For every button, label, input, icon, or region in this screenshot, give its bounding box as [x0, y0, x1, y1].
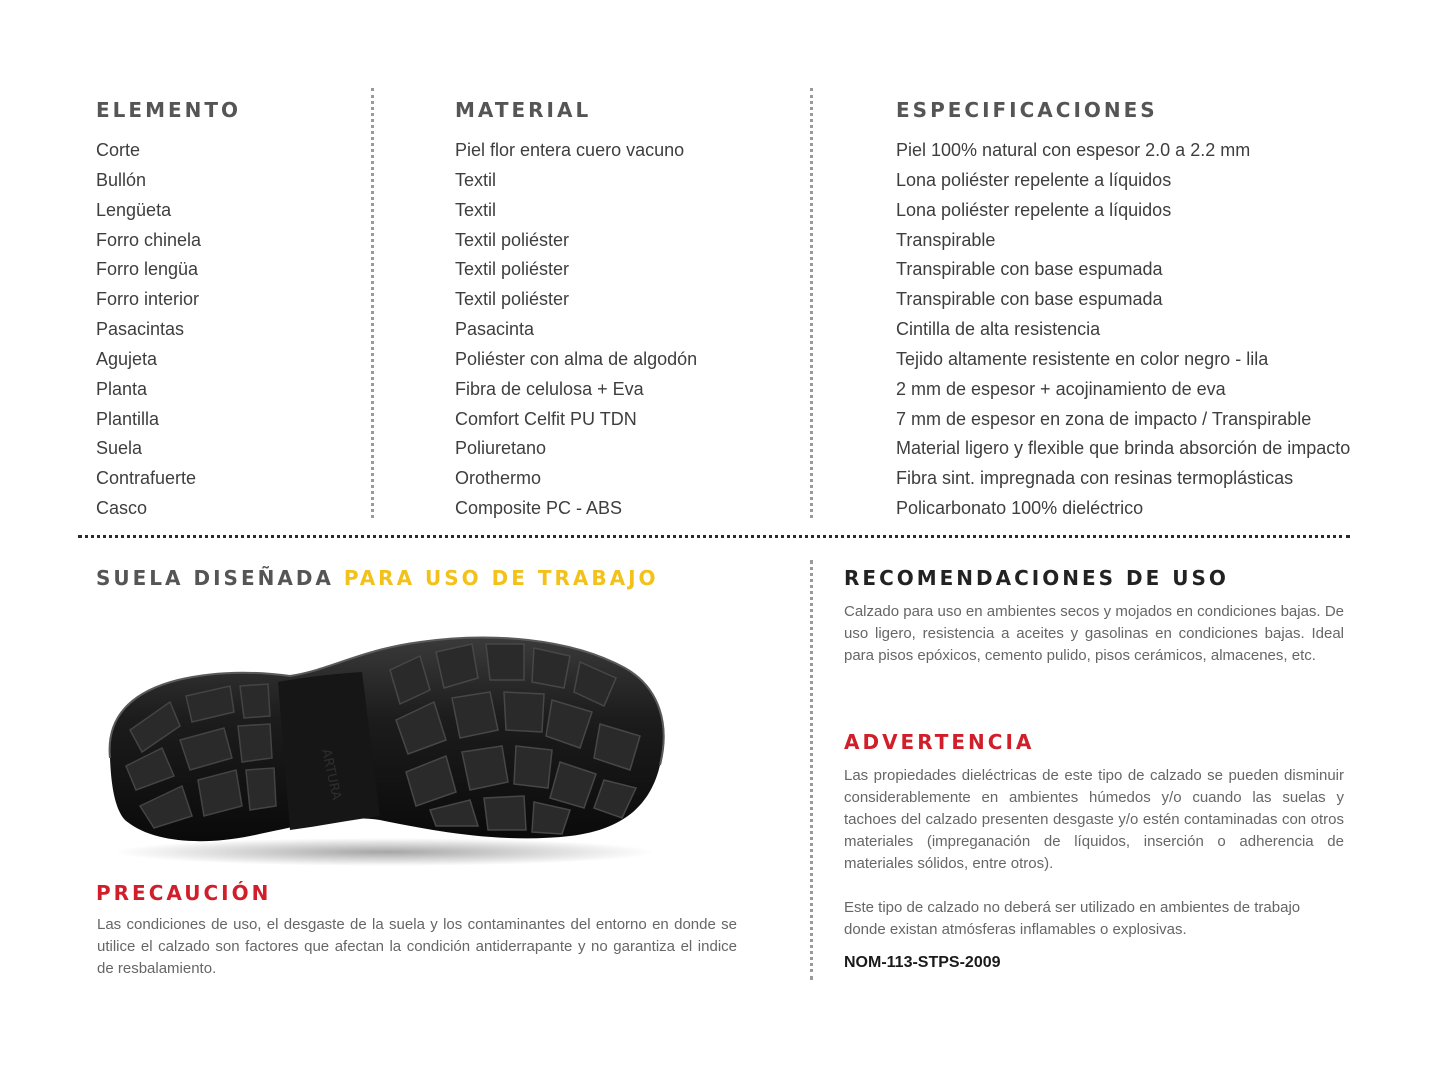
material-item: Poliuretano — [455, 438, 547, 459]
sole-title-part1: SUELA DISEÑADA — [96, 566, 344, 590]
column-divider-1 — [371, 88, 374, 518]
material-item: Piel flor entera cuero vacuno — [455, 140, 685, 160]
precaution-text: Las condiciones de uso, el desgaste de la suela y los contaminantes del entorno en donde se utilice el calzado son factores que afectan la condición antiderrapante y no garantiza el indice de resbalamiento. — [97, 916, 737, 977]
sole-image — [100, 630, 670, 870]
warning-text-2: Este tipo de calzado no deberá ser utilizado en ambientes de trabajo donde existan atmósferas inflamables o explosivas. — [844, 899, 1301, 938]
materials-column — [455, 136, 697, 524]
material-item: Orothermo — [455, 468, 542, 489]
header-elemento: ELEMENTO — [96, 98, 242, 122]
elements-column — [96, 136, 201, 524]
element-item: Suela — [96, 438, 143, 459]
element-item: Plantilla — [96, 408, 160, 429]
recommendations-title: RECOMENDACIONES DE USO — [844, 566, 1229, 590]
spec-item: Lona poliéster repelente a líquidos — [896, 169, 1172, 190]
sole-shadow — [115, 838, 655, 866]
element-item: Forro interior — [96, 289, 200, 310]
warning-title: ADVERTENCIA — [844, 730, 1035, 754]
spec-item: Fibra sint. impregnada con resinas termoplásticas — [896, 468, 1294, 489]
material-item: Fibra de celulosa + Eva — [455, 378, 644, 399]
material-item: Textil poliéster — [455, 289, 570, 310]
sole-brand-imprint: ARTURA — [318, 747, 344, 802]
element-item: Forro chinela — [96, 229, 202, 250]
spec-item: Transpirable con base espumada — [896, 289, 1163, 310]
element-item: Agujeta — [96, 348, 158, 369]
element-item: Contrafuerte — [96, 468, 197, 489]
sole-title — [96, 566, 659, 590]
element-item: Planta — [96, 378, 148, 399]
header-especificaciones: ESPECIFICACIONES — [896, 98, 1158, 122]
material-item: Textil — [455, 169, 497, 190]
material-item: Textil poliéster — [455, 229, 570, 250]
element-item: Bullón — [96, 169, 147, 190]
spec-item: Piel 100% natural con espesor 2.0 a 2.2 mm — [896, 140, 1251, 160]
spec-item: Material ligero y flexible que brinda absorción de impacto — [896, 438, 1351, 459]
element-item: Corte — [96, 140, 141, 160]
spec-item: 2 mm de espesor + acojinamiento de eva — [896, 378, 1226, 399]
element-item: Lengüeta — [96, 199, 172, 220]
spec-item: Tejido altamente resistente en color negro - lila — [896, 348, 1269, 369]
shoe-sole-illustration — [100, 630, 670, 870]
element-item: Forro lengüa — [96, 259, 199, 280]
material-item: Textil — [455, 199, 497, 220]
warning-text-1: Las propiedades dieléctricas de este tipo de calzado se pueden disminuir considerablemente en ambientes húmedos y/o cuando las suelas y tachoes del calzado presenten desgaste y/o estén contaminadas con otros materiales (impreganación de líquidos, inserción o adherencia de materiales sólidos, entre otros). — [844, 767, 1344, 872]
material-item: Pasacinta — [455, 319, 535, 340]
recommendations-text: Calzado para uso en ambientes secos y mojados en condiciones bajas. De uso ligero, resistencia a aceites y gasolinas en condiciones bajas. Ideal para pisos epóxicos, cemento pulido, pisos cerámicos, almacenes, etc. — [844, 603, 1344, 664]
section-divider — [78, 535, 1350, 538]
precaution-title: PRECAUCIÓN — [96, 881, 272, 905]
column-divider-2 — [810, 88, 813, 518]
specs-column — [896, 136, 1350, 524]
header-material: MATERIAL — [455, 98, 592, 122]
material-item: Composite PC - ABS — [455, 498, 623, 519]
sole-title-part2: PARA USO DE TRABAJO — [343, 566, 659, 590]
bottom-column-divider — [810, 560, 813, 980]
spec-item: Cintilla de alta resistencia — [896, 319, 1101, 340]
material-item: Comfort Celfit PU TDN — [455, 408, 637, 429]
spec-item: 7 mm de espesor en zona de impacto / Transpirable — [896, 408, 1312, 429]
spec-item: Transpirable con base espumada — [896, 259, 1163, 280]
spec-item: Policarbonato 100% dieléctrico — [896, 498, 1144, 519]
material-item: Textil poliéster — [455, 259, 570, 280]
spec-item: Lona poliéster repelente a líquidos — [896, 199, 1172, 220]
element-item: Casco — [96, 498, 148, 519]
material-item: Poliéster con alma de algodón — [455, 348, 698, 369]
spec-item: Transpirable — [896, 229, 996, 250]
norm-reference: NOM-113-STPS-2009 — [844, 954, 1001, 971]
element-item: Pasacintas — [96, 319, 185, 340]
